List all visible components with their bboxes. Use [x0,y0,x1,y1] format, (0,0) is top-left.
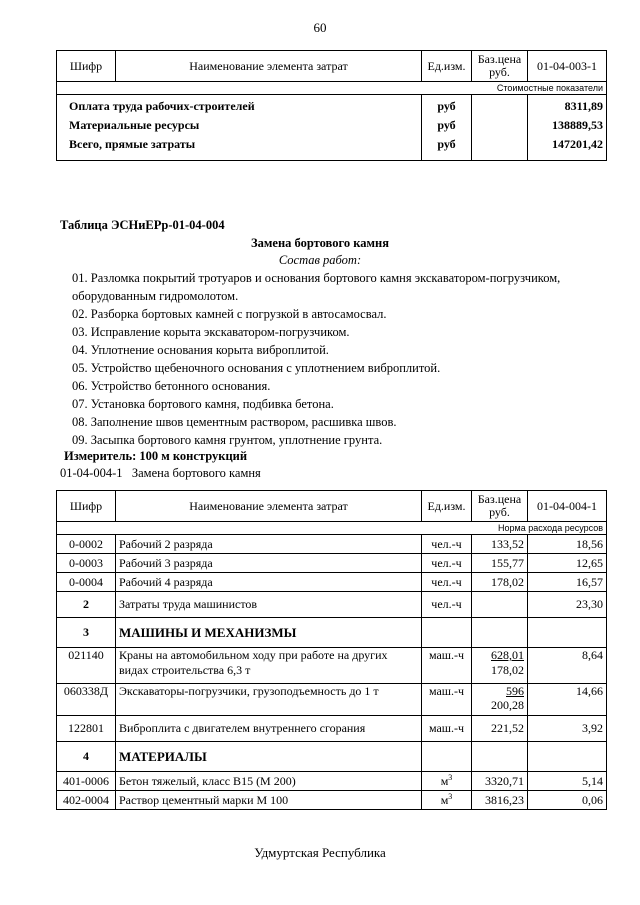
cell-unit-wrap [422,772,472,791]
row-unit: руб [437,99,456,113]
cell-name: Рабочий 4 разряда [116,573,422,592]
cell-norm: 14,66 [528,684,607,716]
cell-unit-wrap [422,791,472,810]
header-name: Наименование элемента затрат [116,51,422,82]
group-code: 3 [57,618,116,648]
table-row [57,554,607,573]
cell-price: 628,01 [491,648,524,662]
cell-unit: маш.-ч [422,684,472,716]
table-row [57,648,607,684]
section-heading: Замена бортового камня [251,236,389,250]
group-name: МАШИНЫ И МЕХАНИЗМЫ [116,618,422,648]
cell-code: 402-0004 [57,791,116,810]
cell-unit: чел.-ч [422,573,472,592]
cell-price-secondary: 178,02 [491,663,524,677]
row-value: 138889,53 [552,118,603,132]
header-price: Баз.цена руб. [472,51,528,82]
cell-name: Затраты труда машинистов [116,592,422,618]
cell-unit: м [440,793,449,807]
row-unit: руб [437,137,456,151]
group-code: 4 [57,742,116,772]
work-item: 03. Исправление корыта экскаватором-погрузчиком. [72,325,350,339]
cell-norm: 12,65 [528,554,607,573]
header-unit: Ед.изм. [422,51,472,82]
table-row [57,592,607,618]
cell-unit: м [440,774,449,788]
cell-price: 596 [506,684,524,698]
item-line [60,465,261,481]
cell-norm: 3,92 [528,716,607,742]
cell-price: 133,52 [472,535,528,554]
cell-code: 021140 [57,648,116,684]
cell-code: 0-0004 [57,573,116,592]
group-header-row [57,742,607,772]
cell-norm: 8,64 [528,648,607,684]
header-code: Шифр [57,51,116,82]
cell-unit: чел.-ч [422,592,472,618]
cell-name: Виброплита с двигателем внутреннего сгорания [116,716,422,742]
cell-code: 401-0006 [57,772,116,791]
work-item: 08. Заполнение швов цементным раствором, расшивка швов. [72,415,397,429]
cell-code: 122801 [57,716,116,742]
table-row [57,535,607,554]
cell-name: Рабочий 2 разряда [116,535,422,554]
cell-unit: чел.-ч [422,554,472,573]
row-value: 8311,89 [564,99,603,113]
cell-unit: маш.-ч [422,648,472,684]
cell-norm: 16,57 [528,573,607,592]
work-item: 09. Засыпка бортового камня грунтом, уплотнение грунта. [72,433,383,447]
work-item: 07. Установка бортового камня, подбивка бетона. [72,397,334,411]
works-list [60,269,590,449]
resources-table [56,490,607,810]
cell-name: Экскаваторы-погрузчики, грузоподъемность до 1 т [116,684,422,716]
row-name: Всего, прямые затраты [69,137,196,151]
work-item: 02. Разборка бортовых камней с погрузкой в автосамосвал. [72,307,387,321]
cell-code: 0-0002 [57,535,116,554]
cell-unit: чел.-ч [422,535,472,554]
row-name: Оплата труда рабочих-строителей [69,99,255,113]
header-price: Баз.цена руб. [472,491,528,522]
work-item: 04. Уплотнение основания корыта виброплитой. [72,343,329,357]
cell-price: 155,77 [472,554,528,573]
table-row [57,716,607,742]
work-item: 05. Устройство щебеночного основания с уплотнением виброплитой. [72,361,441,375]
table-title: Таблица ЭСНиЕРр-01-04-004 [60,218,225,232]
cell-code: 060338Д [57,684,116,716]
group-name: МАТЕРИАЛЫ [116,742,422,772]
table-header-row [57,491,607,522]
measure-unit: Измеритель: 100 м конструкций [64,449,248,463]
cell-name: Раствор цементный марки М 100 [116,791,422,810]
cell-price: 3816,23 [472,791,528,810]
cell-norm: 23,30 [528,592,607,618]
cell-price-secondary: 200,28 [491,698,524,712]
table-row [57,791,607,810]
item-name: Замена бортового камня [131,466,261,480]
cell-code: 2 [57,592,116,618]
cell-price: 178,02 [472,573,528,592]
composition-label: Состав работ: [278,253,362,267]
header-name: Наименование элемента затрат [116,491,422,522]
table-header-row [57,51,607,82]
work-item: 01. Разломка покрытий тротуаров и основания бортового камня экскаватором-погрузчиком, оборудованным гидромолотом. [72,271,561,303]
work-item: 06. Устройство бетонного основания. [72,379,271,393]
table-row [57,772,607,791]
item-code: 01-04-004-1 [60,466,123,480]
cell-price: 221,52 [472,716,528,742]
sub-label: Норма расхода ресурсов [57,522,607,535]
cell-unit-sup: 3 [448,773,453,782]
cell-unit: маш.-ч [422,716,472,742]
page-number: 60 [313,20,327,35]
cell-name: Рабочий 3 разряда [116,554,422,573]
table-row [57,573,607,592]
row-value: 147201,42 [552,137,603,151]
cell-norm: 5,14 [528,772,607,791]
cell-norm: 18,56 [528,535,607,554]
sub-label: Стоимостные показатели [57,82,607,95]
table-row [57,684,607,716]
cell-price: 3320,71 [472,772,528,791]
page-footer: Удмуртская Республика [254,845,386,860]
cell-unit-sup: 3 [448,792,453,801]
group-header-row [57,618,607,648]
row-name: Материальные ресурсы [69,118,200,132]
table-row [57,95,607,161]
cell-name: Краны на автомобильном ходу при работе на других видах строительства 6,3 т [116,648,422,684]
header-item-code: 01-04-004-1 [528,491,607,522]
header-item-code: 01-04-003-1 [528,51,607,82]
cell-name: Бетон тяжелый, класс В15 (М 200) [116,772,422,791]
header-unit: Ед.изм. [422,491,472,522]
cell-norm: 0,06 [528,791,607,810]
row-unit: руб [437,118,456,132]
cost-summary-table [56,50,607,161]
header-code: Шифр [57,491,116,522]
cell-code: 0-0003 [57,554,116,573]
